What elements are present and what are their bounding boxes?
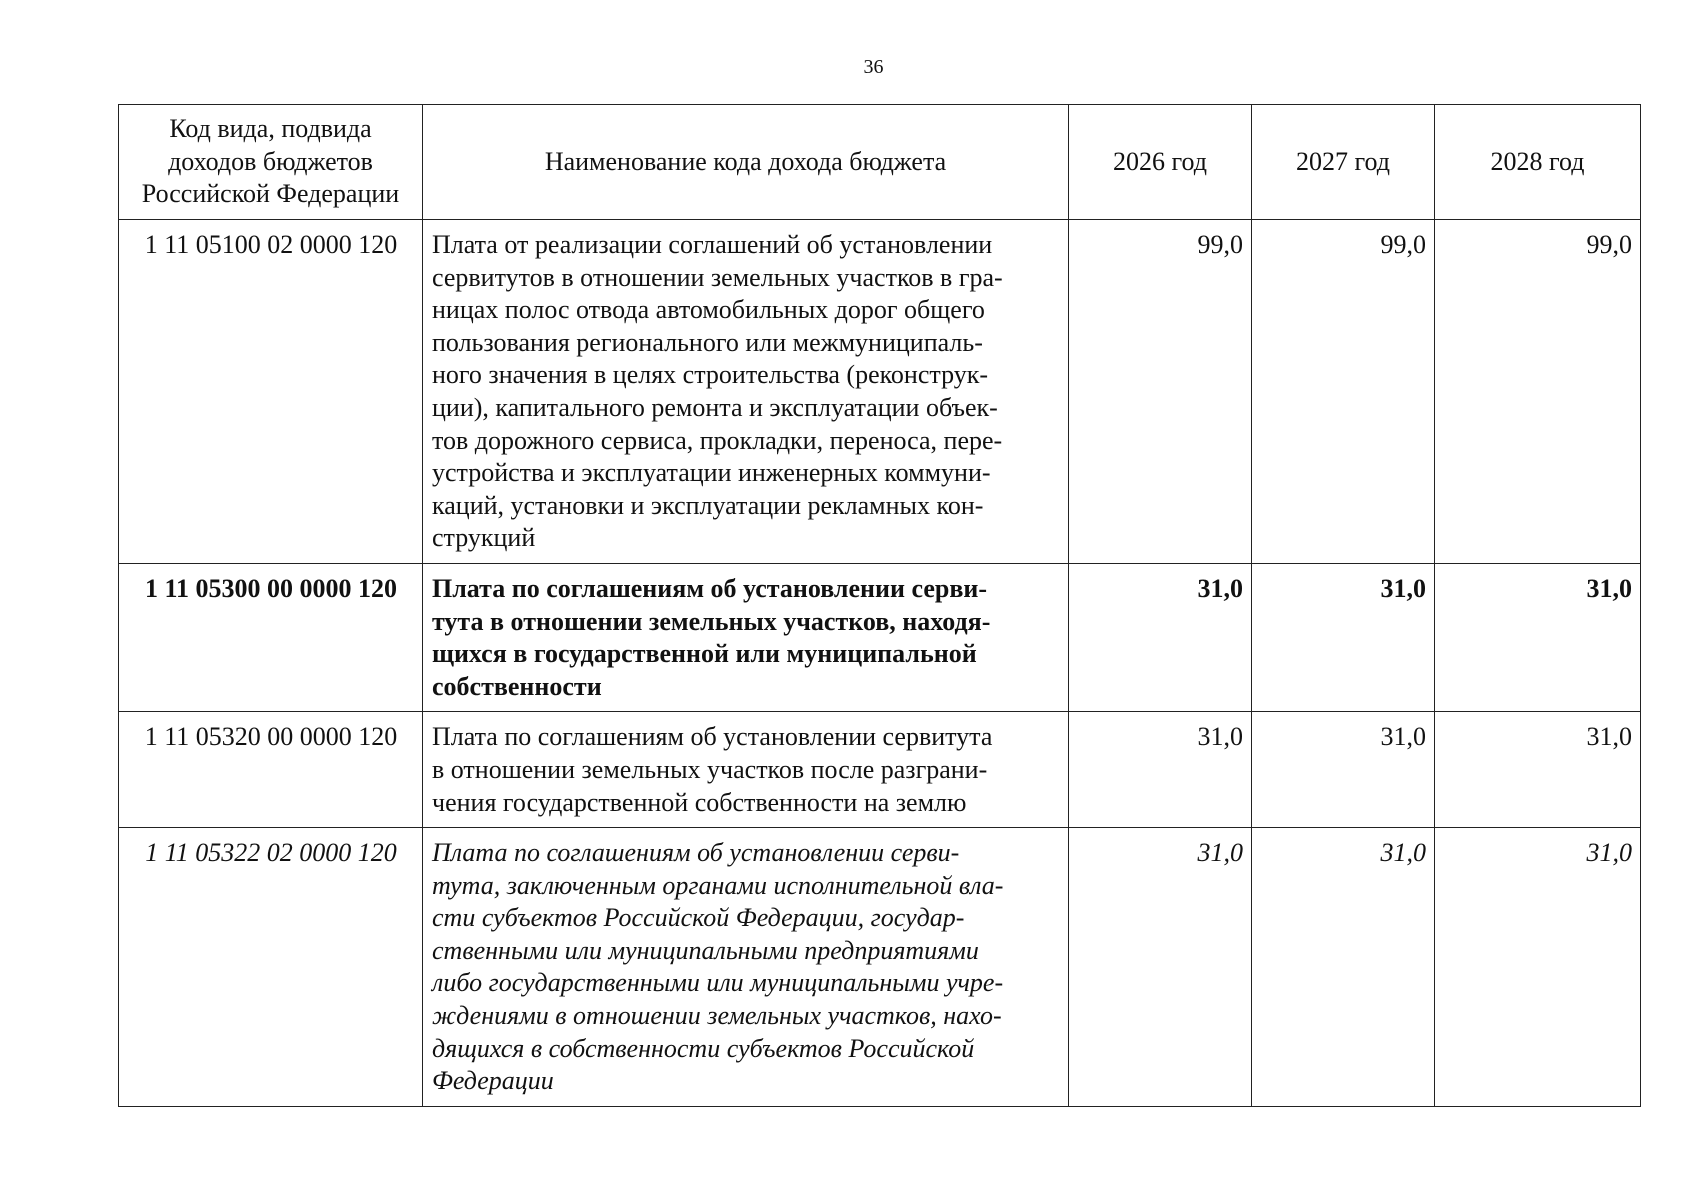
amount-2027: 31,0 (1252, 828, 1435, 1107)
header-code-line: Российской Федерации (141, 179, 400, 209)
revenue-name-line: тута, заключенным органами исполнительной вла- (432, 870, 1004, 900)
revenue-name-line: пользования регионального или межмуниципаль- (432, 327, 983, 357)
revenue-name-line: ждениями в отношении земельных участков, нахо- (432, 1001, 1002, 1031)
amount-2026: 31,0 (1069, 563, 1252, 711)
revenue-name-line: дящихся в собственности субъектов Российской (432, 1033, 975, 1063)
table-row (119, 563, 1641, 711)
header-year-2026: 2026 год (1069, 105, 1252, 220)
revenue-name-line: Плата по соглашениям об установлении серви- (432, 838, 960, 868)
revenue-code: 1 11 05320 00 0000 120 (119, 712, 423, 828)
revenue-name-line: ции), капитального ремонта и эксплуатации объек- (432, 392, 998, 422)
amount-2026: 31,0 (1069, 712, 1252, 828)
header-year-2028: 2028 год (1435, 105, 1641, 220)
revenue-name (423, 563, 1069, 711)
revenue-name-line: струкций (432, 523, 536, 553)
page-number: 36 (863, 56, 884, 78)
table-row (119, 828, 1641, 1107)
header-code-line: доходов бюджетов (168, 146, 373, 176)
amount-2027: 31,0 (1252, 563, 1435, 711)
header-row (119, 105, 1641, 220)
amount-2027: 31,0 (1252, 712, 1435, 828)
table-row (119, 712, 1641, 828)
amount-2028: 31,0 (1435, 828, 1641, 1107)
amount-2028: 31,0 (1435, 712, 1641, 828)
amount-2028: 99,0 (1435, 220, 1641, 564)
revenue-name-line: устройства и эксплуатации инженерных коммуни- (432, 458, 991, 488)
revenue-code: 1 11 05322 02 0000 120 (119, 828, 423, 1107)
header-year-2027: 2027 год (1252, 105, 1435, 220)
header-code-line: Код вида, подвида (169, 114, 372, 144)
revenue-name-line: тов дорожного сервиса, прокладки, переноса, пере- (432, 425, 1003, 455)
revenue-name-line: щихся в государственной или муниципальной (432, 639, 977, 669)
revenue-code: 1 11 05300 00 0000 120 (119, 563, 423, 711)
revenue-name (423, 828, 1069, 1107)
revenue-name-line: ственными или муниципальными предприятиями (432, 935, 979, 965)
revenue-name-line: чения государственной собственности на землю (432, 787, 967, 817)
revenue-name-line: Плата по соглашениям об установлении сервитута (432, 722, 993, 752)
revenue-name-line: сти субъектов Российской Федерации, государ- (432, 903, 965, 933)
revenue-code: 1 11 05100 02 0000 120 (119, 220, 423, 564)
header-name: Наименование кода дохода бюджета (423, 105, 1069, 220)
revenue-name-line: тута в отношении земельных участков, находя- (432, 606, 991, 636)
revenue-name (423, 220, 1069, 564)
revenue-name-line: Федерации (432, 1066, 554, 1096)
revenue-name-line: в отношении земельных участков после разграни- (432, 754, 988, 784)
revenue-name-line: каций, установки и эксплуатации рекламных кон- (432, 490, 984, 520)
revenue-name-line: ного значения в целях строительства (реконструк- (432, 360, 989, 390)
revenue-name-line: Плата от реализации соглашений об установлении (432, 230, 993, 259)
revenue-name-line: Плата по соглашениям об установлении серви- (432, 573, 988, 603)
revenue-name (423, 712, 1069, 828)
amount-2027: 99,0 (1252, 220, 1435, 564)
table-row (119, 220, 1641, 564)
amount-2026: 31,0 (1069, 828, 1252, 1107)
revenue-name-line: сервитутов в отношении земельных участков в гра- (432, 262, 1003, 292)
header-code (119, 105, 423, 220)
amount-2026: 99,0 (1069, 220, 1252, 564)
revenue-table (118, 104, 1641, 1107)
revenue-name-line: либо государственными или муниципальными учре- (432, 968, 1004, 998)
table-body (119, 220, 1641, 1107)
amount-2028: 31,0 (1435, 563, 1641, 711)
revenue-name-line: собственности (432, 671, 602, 701)
revenue-name-line: ницах полос отвода автомобильных дорог общего (432, 295, 985, 325)
